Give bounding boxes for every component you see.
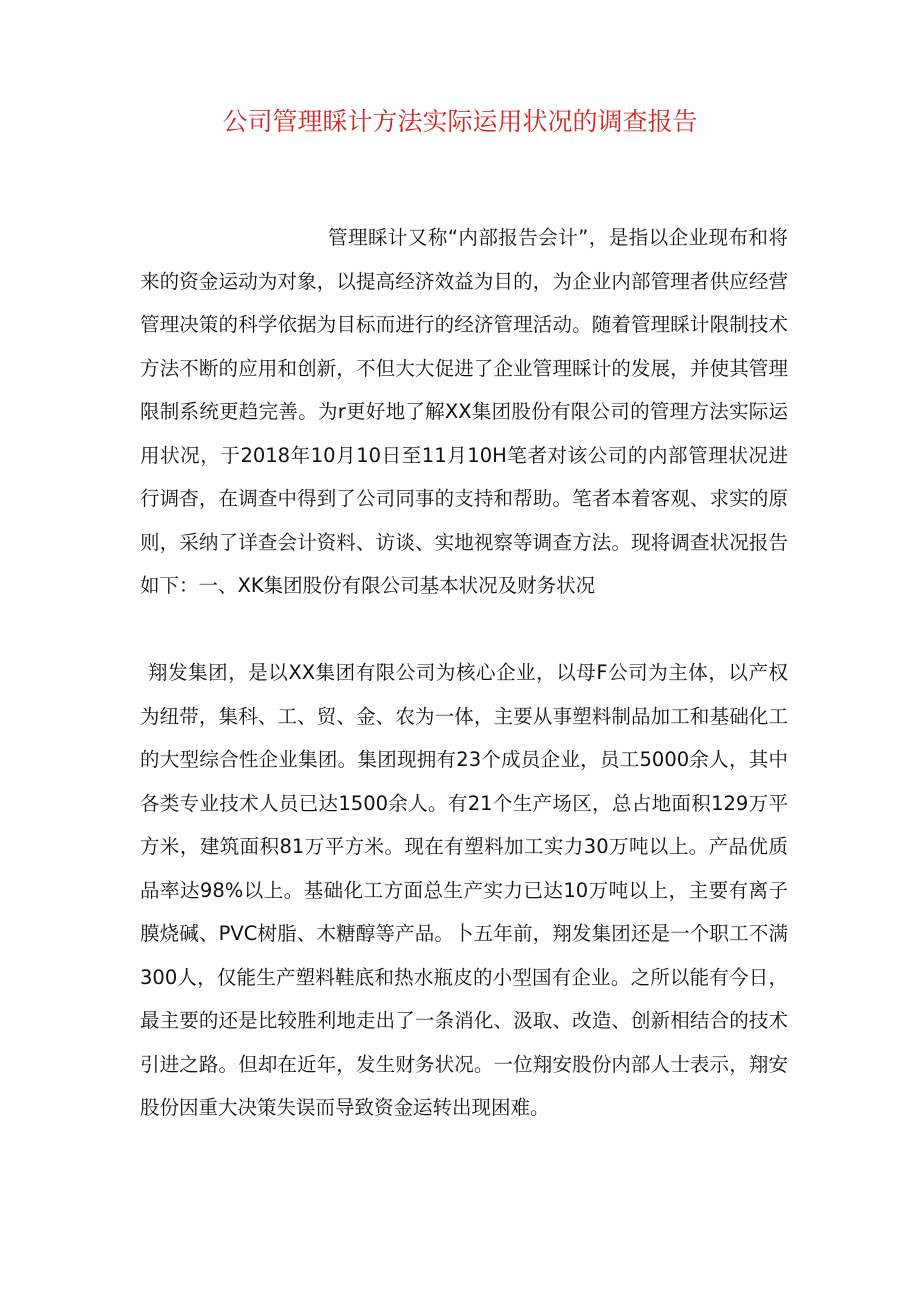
paragraph-2: 翔发集团，是以XX集团有限公司为核心企业，以母F公司为主体，以产权为纽带，集科、工、贸、金、农为一体，主要从事塑料制品加工和基础化工的大型综合性企业集团。集团现拥有23个成员企业，员工5000余人，其中各类专业技术人员已达1500余人。有21个生产场区，总占地面积129万平方米，建筑面积81万平方米。现在有塑料加工实力30万吨以上。产品优质品率达98%以上。基础化工方面总生产实力已达10万吨以上，主要有离子膜烧碱、PVC树脂、木糖醇等产品。卜五年前，翔发集团还是一个职工不满300人，仅能生产塑料鞋底和热水瓶皮的小型国有企业。之所以能有今日，最主要的还是比较胜利地走出了一条消化、汲取、改造、创新相结合的技术引进之路。但却在近年，发生财务状况。一位翔安股份内部人士表示，翔安股份因重大决策失误而导致资金运转出现困难。 <box>140 661 788 1119</box>
paragraph-1: 管理睬计又称“内部报告会计”，是指以企业现布和将来的资金运动为对象，以提高经济效益为目的，为企业内部管理者供应经营管理决策的科学依据为目标而进行的经济管理活动。随着管理睬计限制技术方法不断的应用和创新，不但大大促进了企业管理睬计的发展，并使其管理限制系统更趋完善。为r更好地了解XX集团股份有限公司的管理方法实际运用状况，于2018年10月10日至11月10H笔者对该公司的内部管理状况进行调杳，在调查中得到了公司同事的支持和帮助。笔者本着客观、求实的原则，采纳了详查会计资料、访谈、实地视察等调查方法。现将调查状况报告如下：一、XK集团股份有限公司基本状况及财务状况 <box>140 226 788 597</box>
document-title: 公司管理睬计方法实际运用状况的调查报告 <box>222 107 698 136</box>
